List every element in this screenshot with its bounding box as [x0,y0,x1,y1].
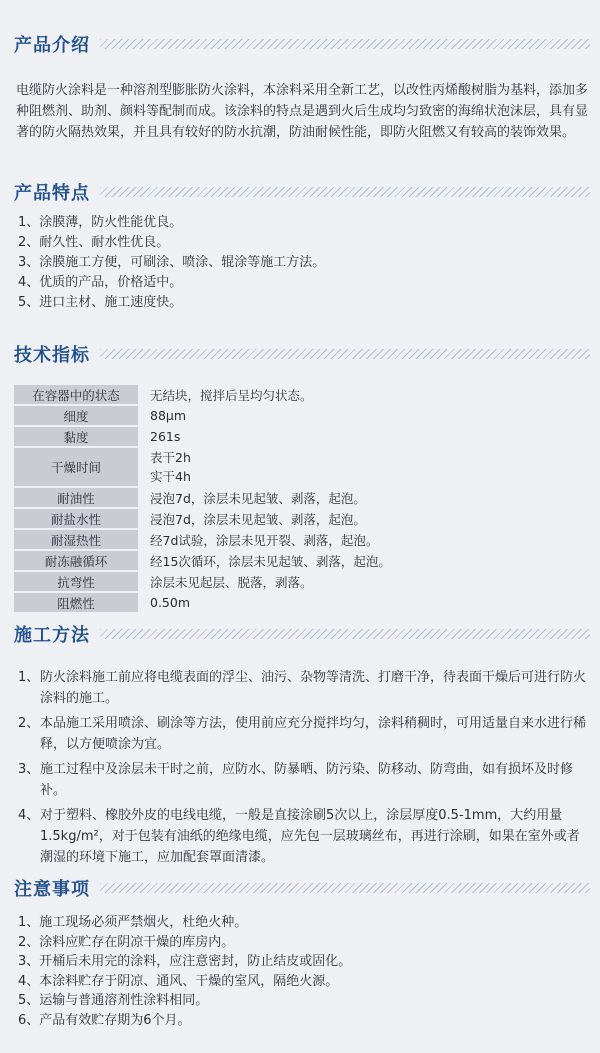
list-item [18,667,588,709]
list-item [18,759,588,801]
section-divider [100,39,590,49]
specs-header [14,340,590,368]
table-row [14,508,586,529]
table-row [14,529,586,550]
table-row [14,385,586,405]
section-divider [100,349,590,359]
intro-header [14,30,590,58]
spec-value: 涂层未见起层、脱落，剥落。 [150,574,313,590]
spec-value: 浸泡7d，涂层未见起皱、剥落，起泡。 [150,490,366,506]
intro-title: 产品介绍 [14,35,90,56]
spec-value: 无结块，搅拌后呈均匀状态。 [150,388,313,403]
spec-key: 黏度 [14,426,138,447]
spec-value: 经7d试验，涂层未见开裂、剥落，起泡。 [150,532,379,548]
table-row [14,571,586,592]
list-item: 1、施工现场必须严禁烟火，杜绝火种。 [18,915,248,930]
spec-value-line: 表干2h [150,450,191,465]
table-row [14,550,586,571]
spec-value-line: 实干4h [150,469,191,484]
list-item: 3、开桶后未用完的涂料，应注意密封，防止结皮或固化。 [18,954,352,969]
notes-list [18,913,588,1030]
table-row [14,487,586,508]
list-item: 6、产品有效贮存期为6个月。 [18,1012,191,1028]
notes-header [14,874,590,902]
spec-value: 浸泡7d，涂层未见起皱、剥落，起泡。 [150,511,366,527]
list-item: 2、耐久性、耐水性优良。 [18,235,170,250]
method-title: 施工方法 [14,625,90,646]
spec-key: 干燥时间 [14,447,138,487]
list-item: 1、涂膜薄，防火性能优良。 [18,215,183,230]
method-list [18,667,588,872]
step-number: 2、 [18,716,40,731]
features-list [18,213,588,313]
spec-value: 88μm [150,408,187,423]
spec-value: 0.50m [150,595,191,610]
step-text: 施工过程中及涂层未干时之前，应防水、防暴晒、防污染、防移动、防弯曲，如有损坏及时修补。 [40,762,574,798]
step-number: 1、 [18,670,40,685]
section-divider [100,187,590,197]
features-header [14,178,590,206]
list-item: 3、涂膜施工方便，可刷涂、喷涂、辊涂等施工方法。 [18,255,326,270]
table-row [14,405,586,426]
list-item: 5、运输与普通溶剂性涂料相同。 [18,993,209,1008]
specs-table [14,385,586,614]
list-item: 4、本涂料贮存于阴凉、通风、干燥的室风，隔绝火源。 [18,973,339,989]
spec-key: 耐油性 [14,487,138,508]
spec-key: 细度 [14,405,138,426]
spec-value [138,447,586,487]
spec-key: 抗弯性 [14,571,138,592]
spec-value: 经15次循环，涂层未见起皱、剥落，起泡。 [150,553,391,569]
step-number: 4、 [18,808,40,823]
list-item: 4、优质的产品，价格适中。 [18,275,183,290]
spec-key: 耐盐水性 [14,508,138,529]
spec-key: 在容器中的状态 [14,385,138,405]
section-divider [100,629,590,639]
table-row [14,426,586,447]
list-item: 5、进口主材、施工速度快。 [18,295,183,310]
list-item: 2、涂料应贮存在阴凉干燥的库房内。 [18,934,235,950]
step-number: 3、 [18,762,40,777]
list-item [18,713,588,755]
spec-key: 耐冻融循环 [14,550,138,571]
list-item [18,805,588,868]
step-text: 防火涂料施工前应将电缆表面的浮尘、油污、杂物等清洗、打磨干净，待表面干燥后可进行防火涂料的施工。 [40,670,587,706]
spec-key: 耐湿热性 [14,529,138,550]
intro-paragraph: 电缆防火涂料是一种溶剂型膨胀防火涂料，本涂料采用全新工艺，以改性丙烯酸树脂为基料，添加多种阻燃剂、助剂、颜料等配制而成。该涂料的特点是遇到火后生成均匀致密的海绵状泡沫层，具有显著的防火隔热效果，并且具有较好的防水抗潮，防油耐候性能，即防火阻燃又有较高的装饰效果。 [16,83,589,140]
method-header [14,620,590,648]
table-row [14,447,586,487]
features-title: 产品特点 [14,183,90,204]
section-divider [100,883,590,893]
spec-key: 阻燃性 [14,592,138,613]
notes-title: 注意事项 [14,879,90,900]
step-text: 本品施工采用喷涂、刷涂等方法，使用前应充分搅拌均匀，涂料稍稠时，可用适量自来水进行稀释，以方便喷涂为宜。 [40,716,587,752]
specs-title: 技术指标 [14,345,90,366]
spec-value: 261s [150,429,181,444]
table-row [14,592,586,613]
step-text: 对于塑料、橡胶外皮的电线电缆，一般是直接涂刷5次以上，涂层厚度0.5-1mm，大约用量1.5kg/m²，对于包装有油纸的绝缘电缆，应先包一层玻璃丝布，再进行涂刷，如果在室外或者潮湿的环境下施工，应加配套罩面清漆。 [40,808,580,865]
